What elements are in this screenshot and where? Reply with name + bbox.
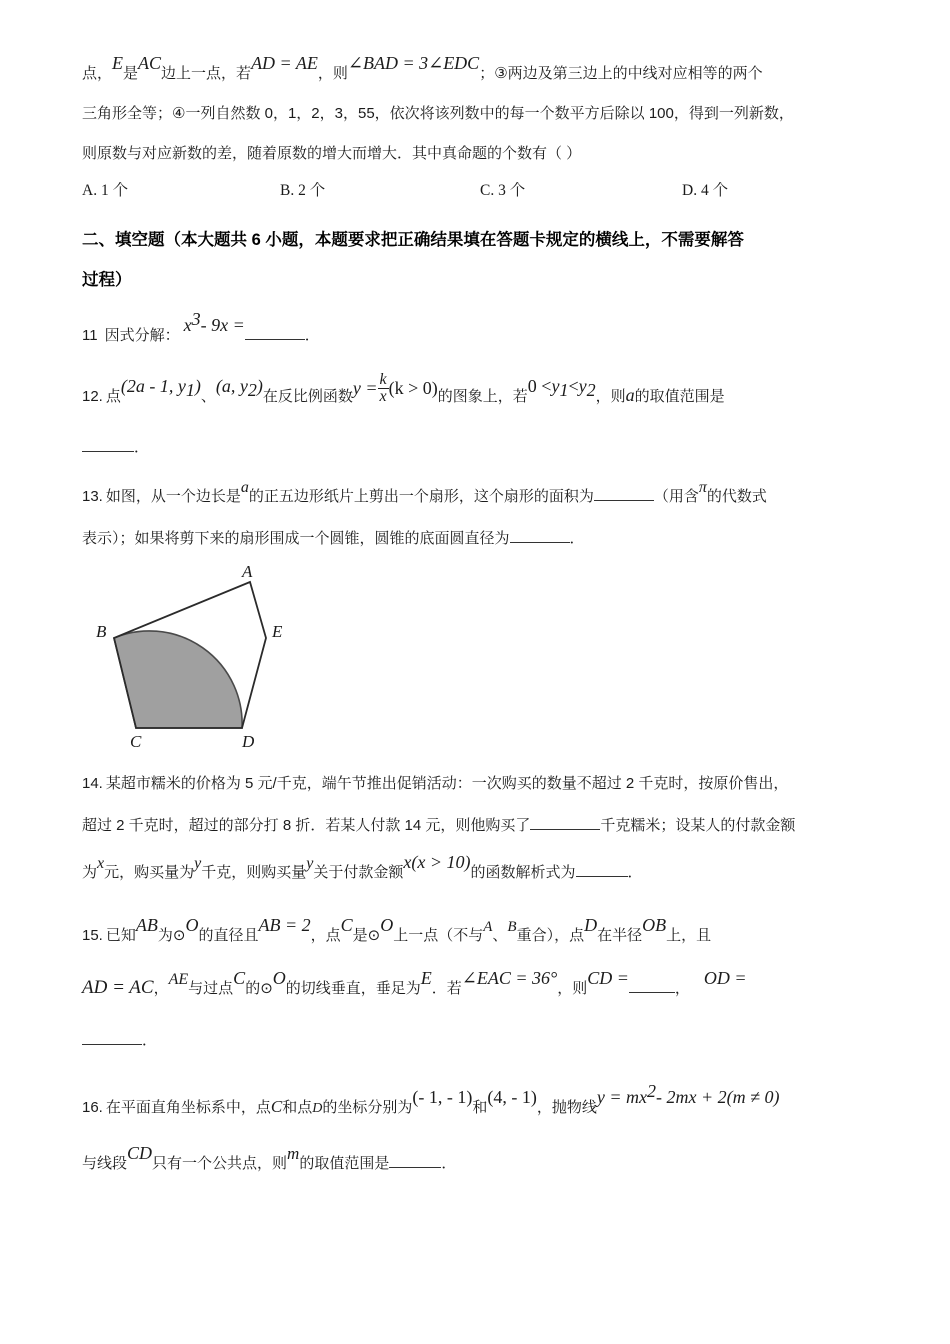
question-10-tail-line-1 [82, 52, 872, 94]
q16-text-e: ，抛物线 [536, 1099, 597, 1117]
q15-answer-blank-1[interactable] [629, 977, 675, 994]
q12-point-2-close: ) [256, 376, 263, 397]
figure-vertex-label-E: E [272, 622, 283, 642]
q14-number: 14. [82, 775, 103, 793]
q14-text-line-3e: 的函数解析式为 [470, 864, 576, 882]
q15-foot-E: E [420, 968, 432, 989]
q12-variable-a: a [625, 385, 635, 406]
q12-fraction-numerator: k [379, 371, 387, 389]
q11-expression-exponent: 3 [191, 309, 201, 329]
q15-trailing: ． [142, 1032, 158, 1050]
q11-expression-rest: - 9x = [200, 315, 245, 336]
q12-function-condition: (k > 0) [388, 378, 438, 399]
q12-text-5: 的取值范围是 [634, 388, 725, 406]
q12-inequality-y2-sub: 2 [586, 380, 596, 401]
figure-vertex-label-D: D [242, 732, 255, 752]
q16-segment-CD: CD [127, 1143, 153, 1164]
q15-text-a: 已知 [105, 927, 136, 945]
q12-number: 12. [82, 388, 103, 406]
q16-text-a: 在平面直角坐标系中，点 [105, 1099, 271, 1117]
q14-variable-y-2: y [306, 855, 314, 873]
q16-parabola-eq-a: y = mx [596, 1087, 647, 1108]
q11-trailing: ． [304, 327, 320, 345]
q14-text-line-3f: ． [627, 864, 643, 882]
q12-point-2-sub: 2 [247, 380, 257, 401]
q12-inequality-y2: y [578, 376, 587, 397]
question-14-line-1 [82, 763, 872, 805]
q12-point-1-close: ) [194, 376, 201, 397]
q12-point-1: (2a - 1, y [120, 376, 186, 397]
q15-tangent-point-C: C [233, 968, 246, 989]
figure-vertex-label-A: A [242, 562, 253, 582]
section-two-heading-line-1: 二、填空题（本大题共 6 小题，本题要求把正确结果填在答题卡规定的横线上，不需要解答 [82, 231, 744, 249]
question-11 [82, 306, 872, 358]
q15-point-B: B [507, 919, 517, 936]
q15-circle-O-2: O [380, 915, 394, 936]
q15-answer-blank-2[interactable] [82, 1029, 142, 1046]
q12-fraction-denominator: x [379, 388, 387, 406]
q16-answer-blank[interactable] [389, 1152, 441, 1169]
q16-parabola-eq-b: - 2mx + 2(m ≠ 0) [656, 1087, 780, 1108]
q15-angle-EAC: ∠EAC = 36° [461, 968, 558, 989]
q15-text-2e: ．若 [431, 980, 462, 998]
q15-number: 15. [82, 927, 103, 945]
figure-vertex-label-B: B [96, 622, 107, 642]
q14-answer-blank-1[interactable] [530, 814, 600, 831]
q15-circle-O-3: O [272, 968, 286, 989]
q10-text-e: ；③两边及第三边上的中线对应相等的两个 [479, 65, 763, 82]
q13-text-a: 如图，从一个边长是 [105, 488, 241, 506]
question-13-line-1 [82, 476, 872, 518]
q15-point-A: A [483, 919, 493, 936]
q11-number: 11 [82, 327, 98, 345]
q16-text-f: 与线段 [82, 1155, 128, 1173]
question-15-line-3 [82, 1015, 872, 1067]
q15-text-f: 上一点（不与 [393, 927, 484, 945]
q15-text-b: 为⊙ [157, 927, 186, 945]
q10-point-E: E [112, 53, 124, 73]
question-13-figure [90, 560, 370, 755]
q14-text-line-2a: 超过 2 千克时，超过的部分打 8 折．若某人付款 14 元，则他购买了 [82, 817, 531, 835]
q10-text-c: 边上一点，若 [161, 65, 252, 82]
q11-prompt: 因式分解： [104, 327, 180, 345]
q12-function-y: y = [352, 378, 378, 399]
q12-point-1-sub: 1 [185, 380, 195, 401]
q16-text-h: 的取值范围是 [299, 1155, 390, 1173]
q12-inequality-mid: < [568, 376, 579, 397]
question-10-tail-line-2: 三角形全等；④一列自然数 0，1，2，3，55，依次将该列数中的每一个数平方后除以 100，得到一列新数， [82, 105, 794, 122]
q15-AB-equals-2: AB = 2 [258, 915, 311, 936]
q16-trailing: ． [441, 1155, 457, 1173]
q14-text-line-1: 某超市糯米的价格为 5 元/千克，端午节推出促销活动：一次购买的数量不超过 2 千克时，按原价售出， [105, 775, 789, 793]
q15-text-e: 是⊙ [352, 927, 381, 945]
q15-text-c: 的直径且 [198, 927, 259, 945]
q15-text-d: ，点 [310, 927, 341, 945]
q12-text-3: 的图象上，若 [437, 388, 528, 406]
q13-text-b: 的正五边形纸片上剪出一个扇形，这个扇形的面积为 [248, 488, 594, 506]
page-content [82, 52, 872, 1192]
q12-text-1: 点 [105, 388, 121, 406]
q15-point-D: D [584, 915, 598, 936]
q10-text-b: 是 [123, 65, 139, 82]
figure-vertex-label-C: C [130, 732, 142, 752]
question-12-line-2 [82, 422, 872, 474]
question-10-choices [82, 178, 872, 210]
choice-c[interactable]: C. 3 个 [480, 182, 526, 199]
q13-answer-blank-2[interactable] [510, 527, 570, 544]
q13-text-c: （用含 [653, 488, 699, 506]
q12-answer-blank[interactable] [82, 436, 134, 453]
question-13-line-2 [82, 518, 872, 560]
q15-eq-ad-ac: AD = AC [82, 977, 154, 999]
q10-angle-relation: ∠BAD = 3∠EDC [347, 53, 480, 73]
q13-side-length-a: a [240, 479, 249, 497]
question-16-line-1 [82, 1075, 872, 1134]
q15-text-2d: 的切线垂直，垂足为 [285, 980, 421, 998]
q13-text-d: 的代数式 [706, 488, 767, 506]
q16-parabola-exponent: 2 [647, 1081, 656, 1102]
q15-text-i: 在半径 [597, 927, 643, 945]
q15-text-j: 上，且 [666, 927, 712, 945]
q13-pi-symbol: π [698, 479, 707, 497]
q12-separator: 、 [200, 388, 216, 406]
q12-inequality-left: 0 < [527, 376, 552, 397]
q16-point-D: D [312, 1101, 323, 1117]
q14-text-line-3d: 关于付款金额 [313, 864, 404, 882]
q16-text-c: 的坐标分别为 [322, 1099, 413, 1117]
q13-text-e: 表示）；如果将剪下来的扇形围成一个圆锥，圆锥的底面圆直径为 [82, 530, 510, 548]
q16-coordinate-1: (- 1, - 1) [412, 1087, 473, 1108]
q15-text-2c: 的⊙ [245, 980, 273, 998]
q15-segment-AE: AE [168, 971, 189, 989]
q16-coordinate-2: (4, - 1) [487, 1087, 537, 1108]
q12-inequality-y1: y [551, 376, 560, 397]
q15-cd-equals: CD = [587, 968, 629, 989]
q14-text-line-3b: 元，购买量为 [104, 864, 195, 882]
q16-text-d: 和 [472, 1099, 488, 1117]
q10-segment-AC: AC [138, 53, 162, 73]
q12-point-2: (a, y [215, 376, 248, 397]
q13-answer-blank-1[interactable] [594, 485, 654, 502]
q12-text-2: 在反比例函数 [262, 388, 353, 406]
question-14-line-2 [82, 805, 872, 847]
q15-text-g: 、 [492, 927, 508, 945]
q10-text-d: ，则 [317, 65, 348, 82]
q16-number: 16. [82, 1099, 103, 1117]
q14-domain-expression: x(x > 10) [403, 852, 471, 873]
q12-trailing: ． [134, 439, 150, 457]
q10-eq-ad-ae: AD = AE [251, 53, 318, 73]
pentagon-sector-svg [90, 560, 370, 755]
question-14-line-3 [82, 847, 872, 897]
q16-text-b: 和点 [282, 1099, 313, 1117]
q15-text-2b: 与过点 [188, 980, 234, 998]
q14-variable-y-1: y [194, 855, 202, 873]
q15-diameter-AB: AB [135, 915, 158, 936]
q16-text-g: 只有一个公共点，则 [152, 1155, 288, 1173]
q11-answer-blank[interactable] [245, 324, 305, 341]
q12-text-4: ，则 [595, 388, 626, 406]
q15-od-equals: OD = [703, 968, 747, 989]
choice-d[interactable]: D. 4 个 [682, 182, 729, 199]
question-15-line-1 [82, 909, 872, 961]
q15-circle-O-1: O [185, 915, 199, 936]
q14-answer-blank-2[interactable] [576, 861, 628, 878]
question-12-line-1 [82, 372, 872, 422]
question-10-tail-line-3: 则原数与对应新数的差，随着原数的增大而增大．其中真命题的个数有（ ） [82, 145, 582, 162]
q15-point-C: C [340, 915, 353, 936]
q16-point-C: C [270, 1097, 283, 1117]
choice-a[interactable]: A. 1 个 [82, 182, 129, 199]
q14-text-line-3c: 千克，则购买量 [201, 864, 307, 882]
question-15-line-2 [82, 961, 872, 1015]
q15-text-2g: ， [674, 980, 690, 998]
q13-number: 13. [82, 488, 103, 506]
q16-variable-m: m [287, 1144, 300, 1164]
q12-fraction-k-over-x [378, 372, 389, 406]
section-two-heading-line-2: 过程） [82, 271, 132, 289]
q14-text-line-3a: 为 [82, 864, 98, 882]
question-16-line-2 [82, 1134, 872, 1192]
q15-text-2a: ， [153, 980, 169, 998]
choice-b[interactable]: B. 2 个 [280, 182, 326, 199]
q11-expression-base: x [183, 315, 192, 336]
q15-radius-OB: OB [642, 915, 667, 936]
q10-text-a: 点， [82, 65, 113, 82]
q15-text-2f: ，则 [557, 980, 588, 998]
q13-text-f: ． [569, 530, 585, 548]
q14-variable-x: x [97, 855, 105, 873]
q12-inequality-y1-sub: 1 [559, 380, 569, 401]
q15-text-h: 重合），点 [516, 927, 585, 945]
q14-text-line-2b: 千克糯米；设某人的付款金额 [600, 817, 796, 835]
